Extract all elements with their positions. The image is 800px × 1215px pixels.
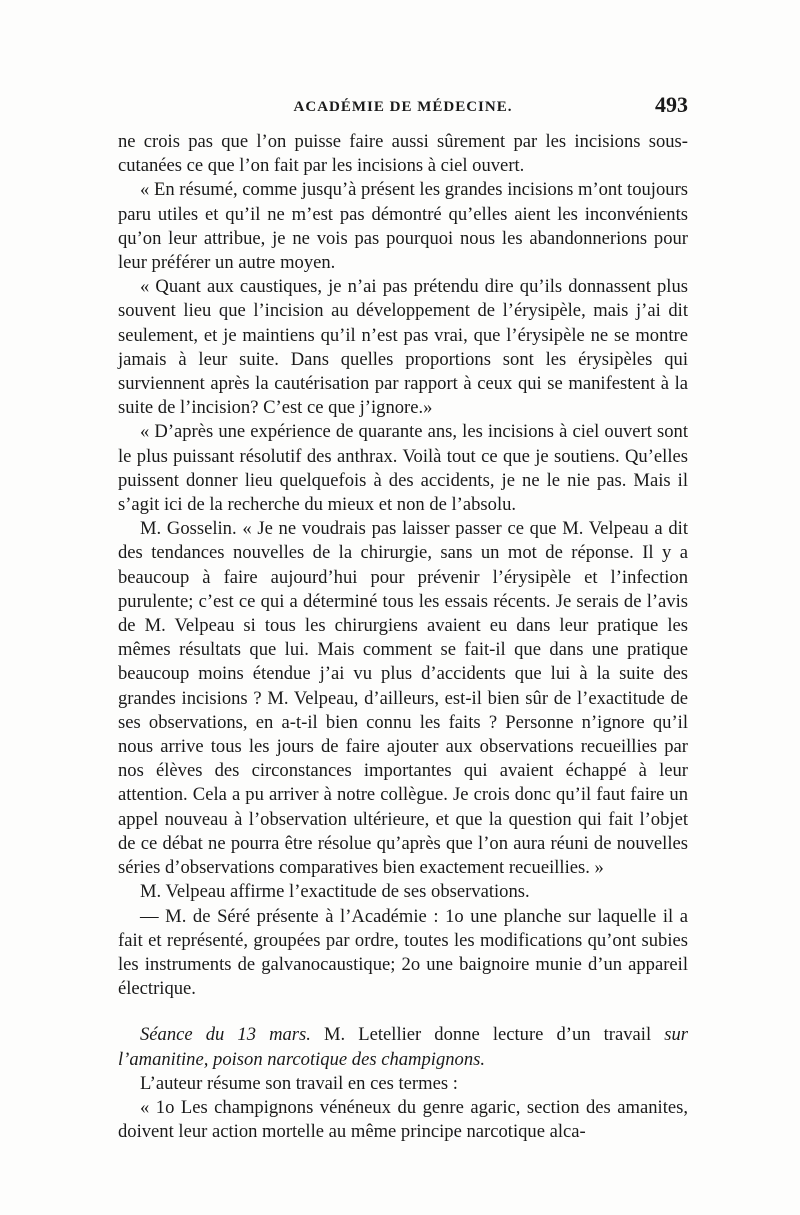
paragraph-champignons: « 1o Les champignons vénéneux du genre agaric, section des amanites, doivent leur action mortelle au même principe narcotique alca-: [118, 1096, 688, 1143]
paragraph-resume-termes: L’auteur résume son travail en ces termes :: [140, 1072, 458, 1094]
paragraph-gosselin: M. Gosselin. « Je ne voudrais pas laisser passer ce que M. Velpeau a dit des tendances nouvelles de la chirurgie, sans un mot de réponse. Il y a beaucoup à faire aujourd’hui pour prévenir l’érysipèle et l’infection purulente; c’est ce qui a déterminé tous les essais récents. Je serais de l’avis de M. Velpeau si tous les chirurgiens avaient eu dans leur pratique les mêmes résultats que lui. Mais comment se fait-il que dans une pratique beaucoup moins étendue j’ai vu plus d’accidents que lui à la suite des grandes incisions ? M. Velpeau, d’ailleurs, est-il bien sûr de l’exactitude de ses observations, en a-t-il bien connu les faits ? Personne n’ignore qu’il nous arrive tous les jours de faire ajouter aux observations recueillies par nos élèves des circonstances importantes qui avaient échappé à leur attention. Cela a pu arriver à notre collègue. Je crois donc qu’il faut faire un appel nouveau à l’observation ultérieure, et que la question qui fait l’objet de ce débat ne pourra être résolue qu’après que l’on aura réuni de nouvelles séries d’observations comparatives bien exactement recueillies. »: [118, 518, 688, 879]
seance-title: sur l’amanitine, poison narcotique des champignons.: [118, 1024, 688, 1070]
page-number: 493: [655, 92, 688, 117]
paragraph-en-resume: « En résumé, comme jusqu’à présent les grandes incisions m’ont toujours paru utiles et qu’il ne m’est pas démontré qu’elles aient les inconvénients qu’on leur attribue, je ne vois pas pourquoi nous les abandonnerions pour leur préférer un autre moyen.: [118, 179, 688, 274]
seance-label: Séance du 13 mars.: [140, 1024, 311, 1046]
paragraph-seance: [118, 1023, 688, 1071]
paragraph-de-sere: — M. de Séré présente à l’Académie : 1o une planche sur laquelle il a fait et représenté, groupées par ordre, toutes les modifications qu’ont subies les instruments de galvanocaustique; 2o une baignoire munie d’un appareil électrique.: [118, 905, 688, 1000]
running-title: ACADÉMIE DE MÉDECINE.: [293, 99, 513, 115]
paragraph-velpeau-affirme: M. Velpeau affirme l’exactitude de ses observations.: [140, 881, 530, 903]
running-head: [118, 92, 688, 122]
page-body: [118, 130, 688, 1144]
paragraph-experience: « D’après une expérience de quarante ans, les incisions à ciel ouvert sont le plus puissant résolutif des anthrax. Voilà tout ce que je soutiens. Qu’elles puissent donner lieu quelquefois à des accidents, je ne le nie pas. Mais il s’agit ici de la recherche du mieux et non de l’absolu.: [118, 421, 688, 516]
paragraph-continued: ne crois pas que l’on puisse faire aussi sûrement par les incisions sous-cutanées ce que l’on fait par les incisions à ciel ouvert.: [118, 131, 688, 177]
paragraph-caustiques: « Quant aux caustiques, je n’ai pas prétendu dire qu’ils donnassent plus souvent lieu que l’incision au développement de l’érysipèle, mais j’ai dit seulement, et je maintiens qu’il n’est pas vrai, que l’érysipèle ne se montre jamais à leur suite. Dans quelles proportions sont les érysipèles qui surviennent après la cautérisation par rapport à ceux qui se manifestent à la suite de l’incision? C’est ce que j’ignore.»: [118, 276, 688, 419]
seance-text: M. Letellier donne lecture d’un travail: [310, 1024, 665, 1046]
